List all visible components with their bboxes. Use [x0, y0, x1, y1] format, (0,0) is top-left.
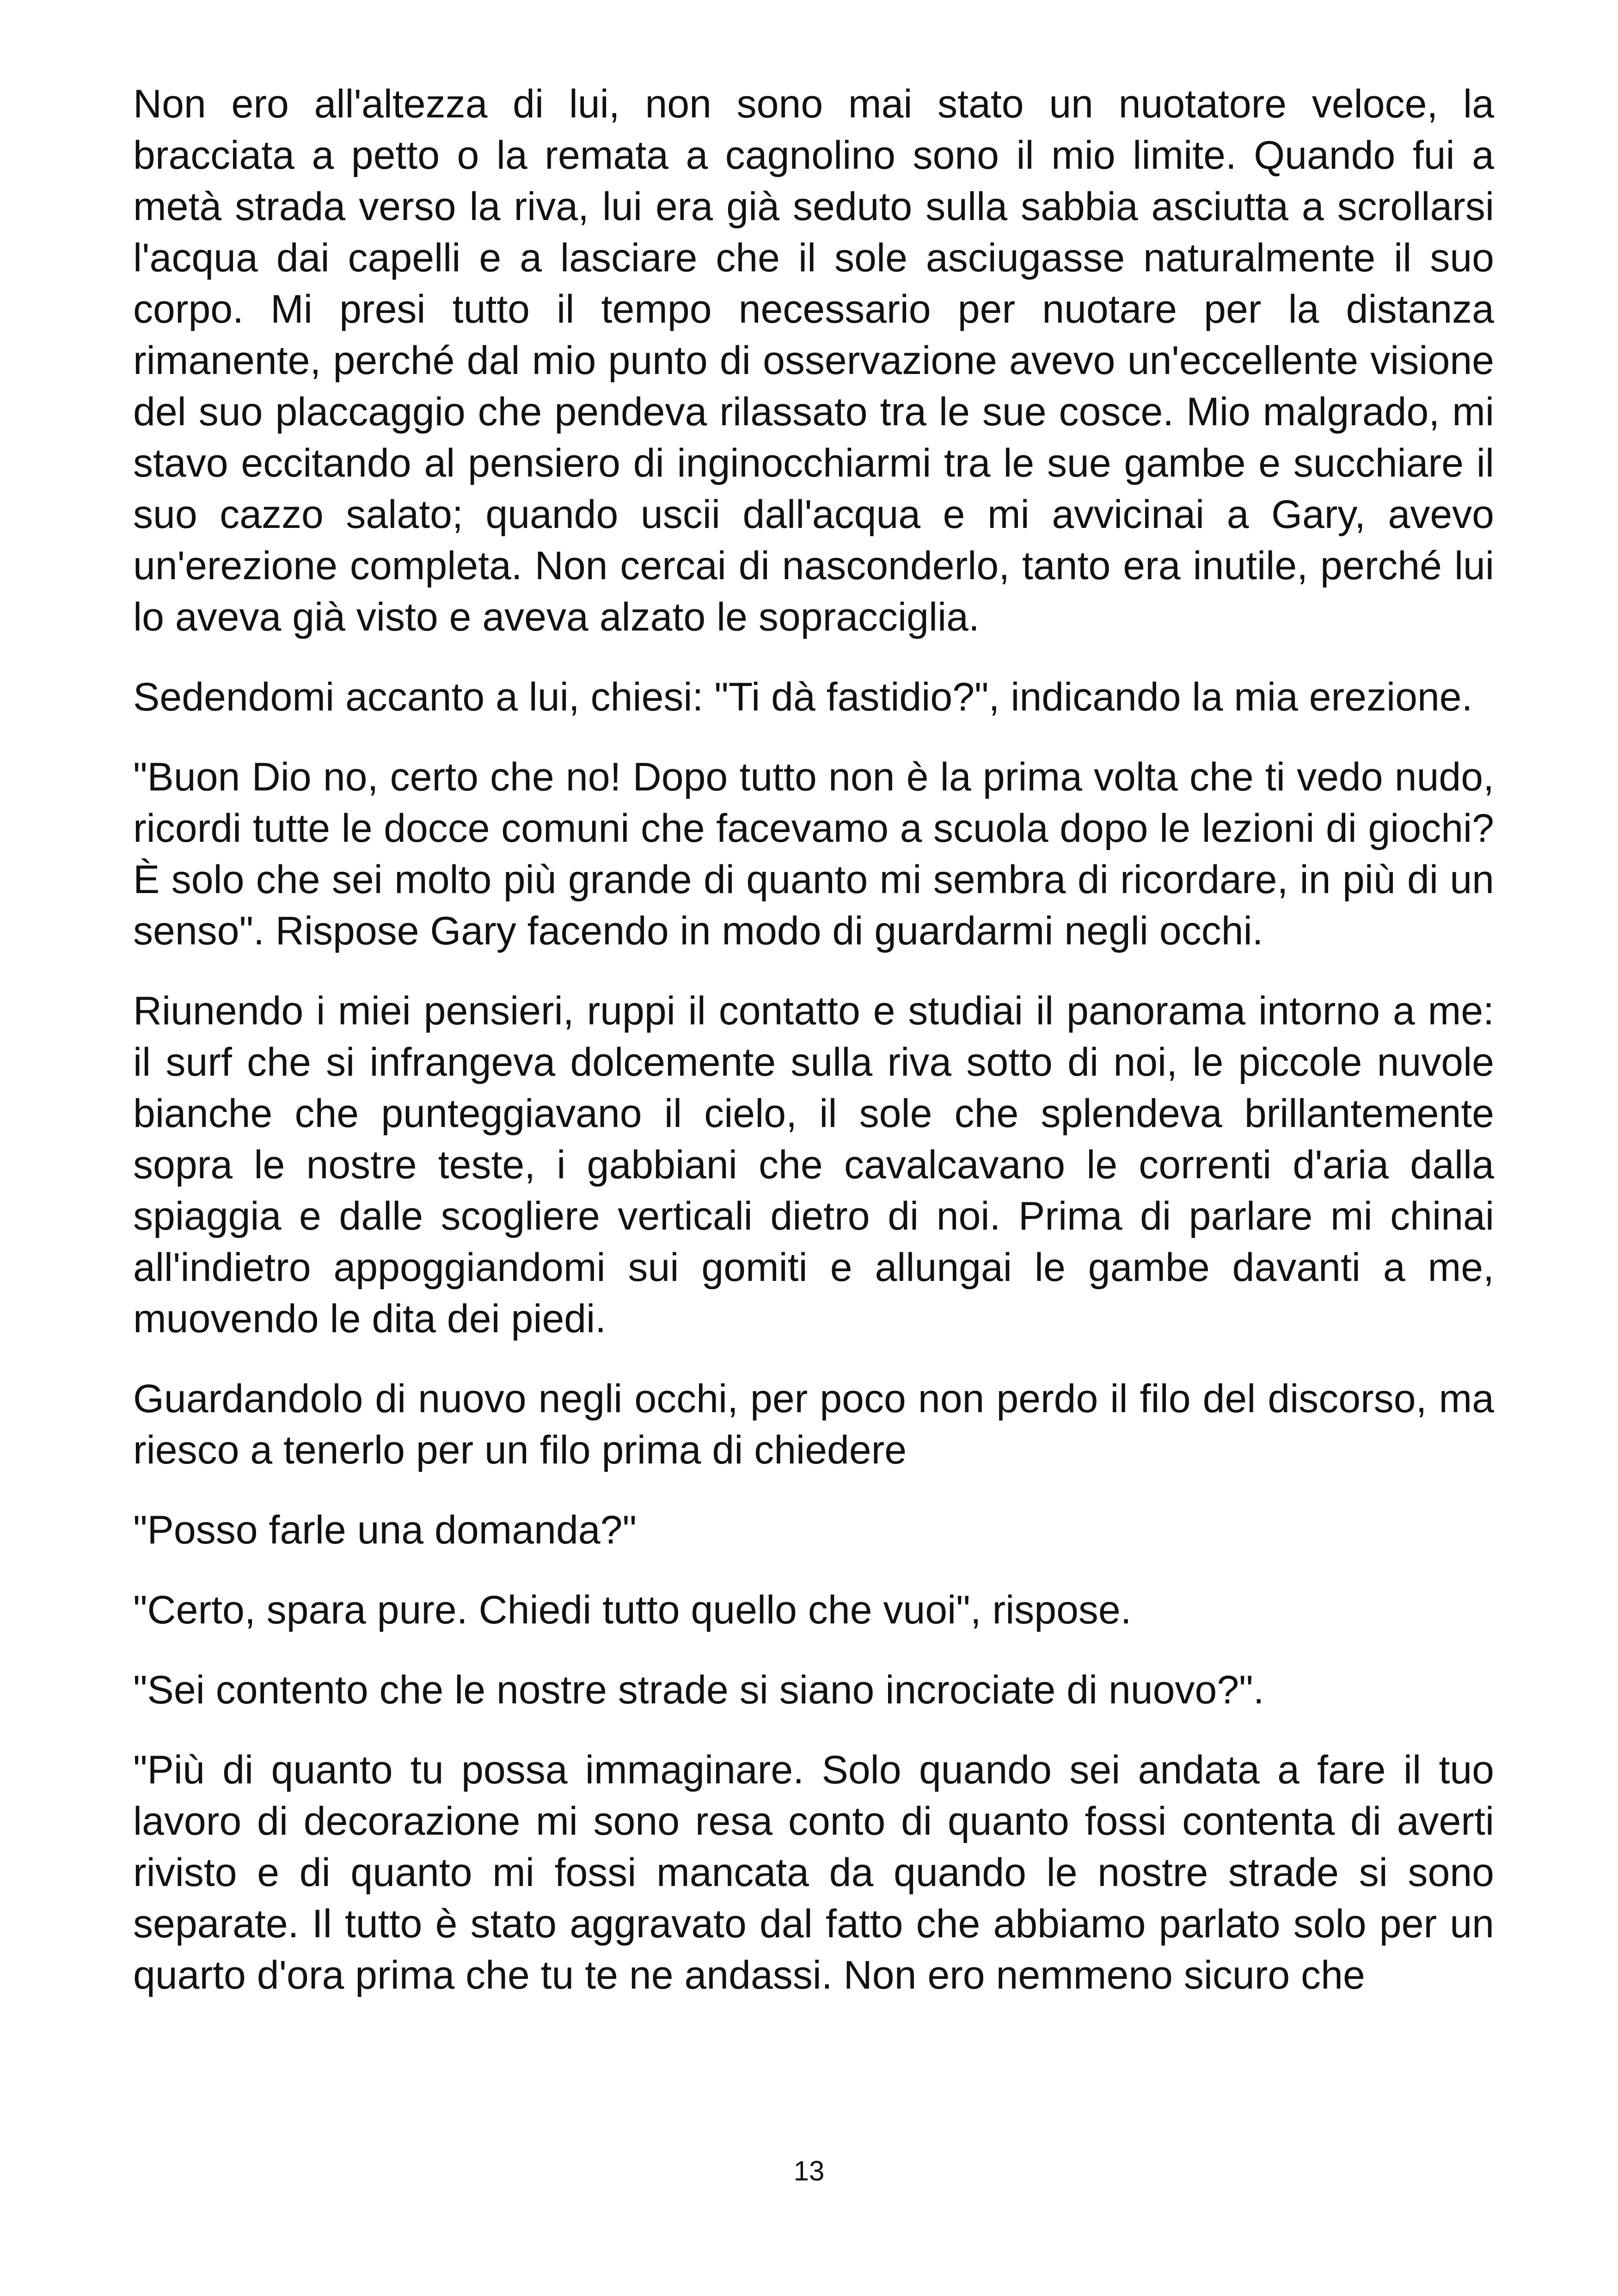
paragraph: "Sei contento che le nostre strade si siano incrociate di nuovo?". [133, 1668, 1264, 1712]
paragraph: "Buon Dio no, certo che no! Dopo tutto non è la prima volta che ti vedo nudo, ricordi tutte le docce comuni che facevamo a scuola dopo le lezioni di giochi? È solo che sei molto più grande di quanto mi sembra di ricordare, in più di un senso". Rispose Gary facendo in modo di guardarmi negli occhi. [133, 755, 1494, 953]
paragraph: Guardandolo di nuovo negli occhi, per poco non perdo il filo del discorso, ma riesco a tenerlo per un filo prima di chiedere [133, 1377, 1494, 1472]
paragraph: "Certo, spara pure. Chiedi tutto quello che vuoi", rispose. [133, 1588, 1132, 1632]
paragraph: "Più di quanto tu possa immaginare. Solo quando sei andata a fare il tuo lavoro di decorazione mi sono resa conto di quanto fossi contenta di averti rivisto e di quanto mi fossi mancata da quando le nostre strade si sono separate. Il tutto è stato aggravato dal fatto che abbiamo parlato solo per un quarto d'ora prima che tu te ne andassi. Non ero nemmeno sicuro che [133, 1748, 1494, 1997]
paragraph: Non ero all'altezza di lui, non sono mai stato un nuotatore veloce, la bracciata a petto o la remata a cagnolino sono il mio limite. Quando fui a metà strada verso la riva, lui era già seduto sulla sabbia asciutta a scrollarsi l'acqua dai capelli e a lasciare che il sole asciugasse naturalmente il suo corpo. Mi presi tutto il tempo necessario per nuotare per la distanza rimanente, perché dal mio punto di osservazione avevo un'eccellente visione del suo placcaggio che pendeva rilassato tra le sue cosce. Mio malgrado, mi stavo eccitando al pensiero di inginocchiarmi tra le sue gambe e succhiare il suo cazzo salato; quando uscii dall'acqua e mi avvicinai a Gary, avevo un'erezione completa. Non cercai di nasconderlo, tanto era inutile, perché lui lo aveva già visto e aveva alzato le sopracciglia. [133, 82, 1494, 639]
paragraph: Riunendo i miei pensieri, ruppi il contatto e studiai il panorama intorno a me: il surf che si infrangeva dolcemente sulla riva sotto di noi, le piccole nuvole bianche che punteggiavano il cielo, il sole che splendeva brillantemente sopra le nostre teste, i gabbiani che cavalcavano le correnti d'aria dalla spiaggia e dalle scogliere verticali dietro di noi. Prima di parlare mi chinai all'indietro appoggiandomi sui gomiti e allungai le gambe davanti a me, muovendo le dita dei piedi. [133, 989, 1494, 1341]
page-number: 13 [793, 2155, 825, 2186]
paragraph: "Posso farle una domanda?" [133, 1508, 637, 1552]
body-text [133, 79, 1494, 2001]
paragraph: Sedendomi accanto a lui, chiesi: "Ti dà fastidio?", indicando la mia erezione. [133, 675, 1473, 719]
